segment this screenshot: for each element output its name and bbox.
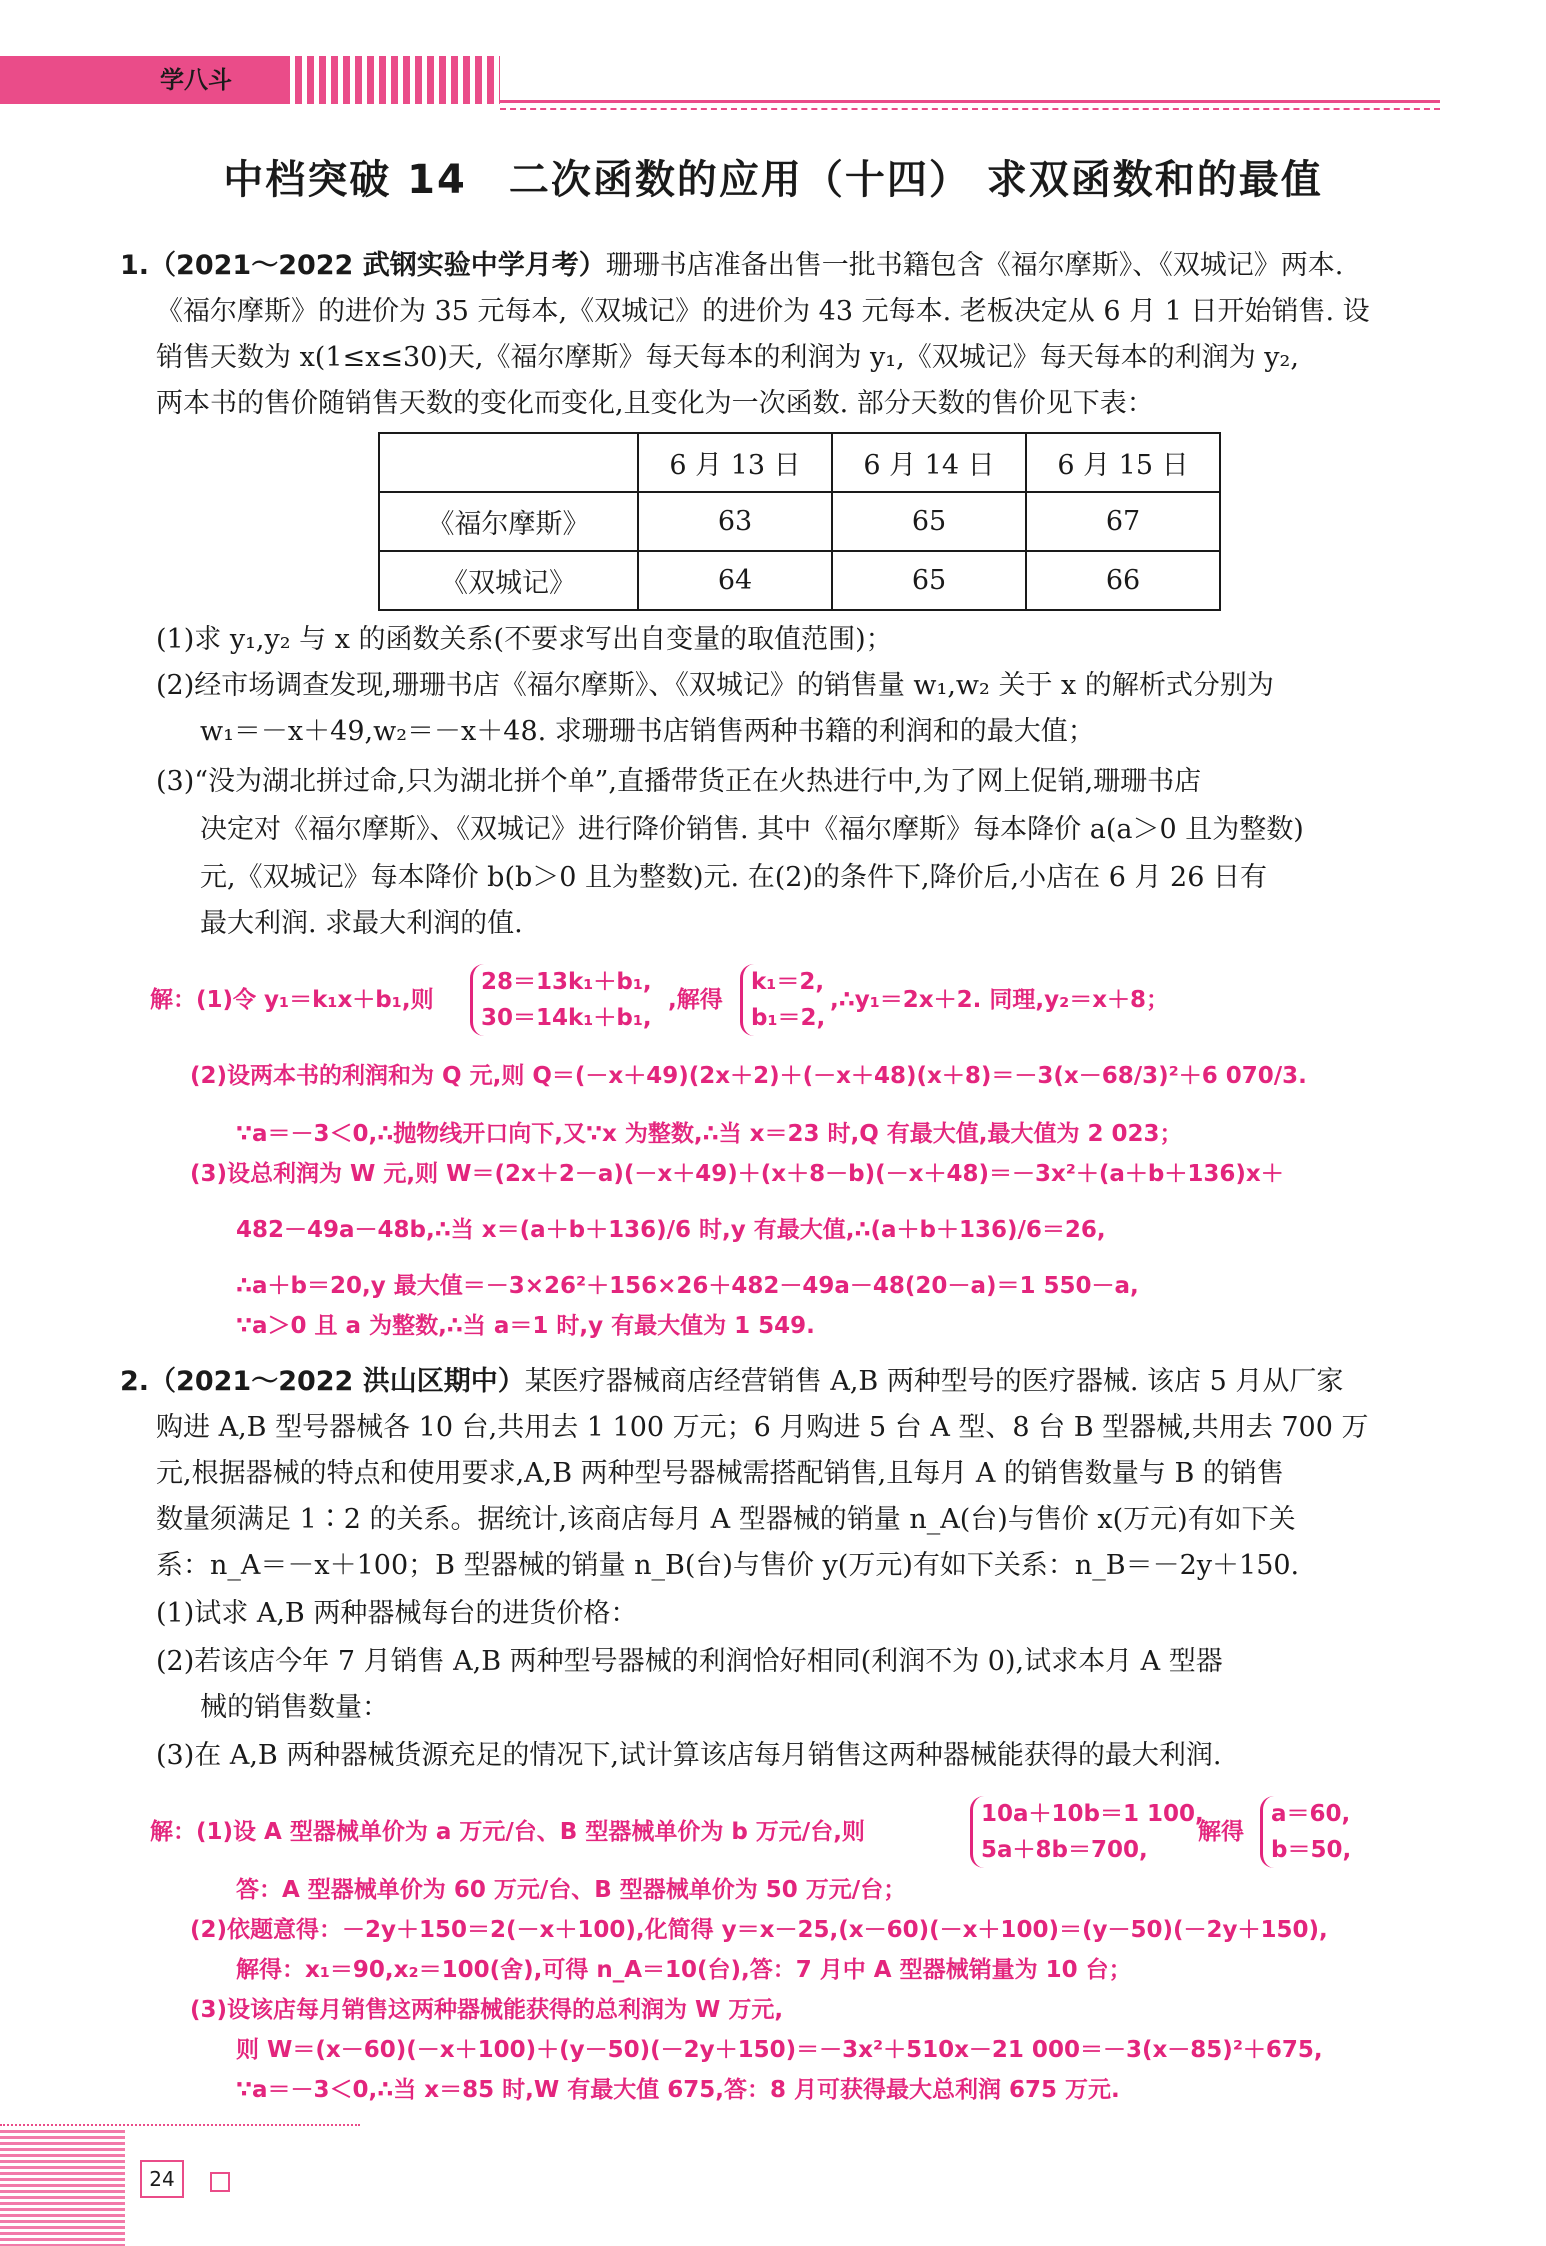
q1-answer-line: ,∴y₁＝2x＋2. 同理,y₂＝x＋8； <box>830 987 1170 1013</box>
page-title: 中档突破 14 二次函数的应用（十四） 求双函数和的最值 <box>223 157 1323 203</box>
q2-answer-system <box>970 1796 1204 1868</box>
equation: b＝50, <box>1271 1837 1352 1863</box>
q2-part-3: (3)在 A,B 两种器械货源充足的情况下,试计算该店每月销售这两种器械能获得的最大利润. <box>156 1740 1222 1771</box>
q1-part-1: (1)求 y₁,y₂ 与 x 的函数关系(不要求写出自变量的取值范围)； <box>156 624 893 655</box>
table-cell: 64 <box>638 551 832 610</box>
equation: 30＝14k₁＋b₁, <box>481 1005 652 1031</box>
header-hatch <box>290 56 500 104</box>
q2-answer-line: 解：(1)设 A 型器械单价为 a 万元/台、B 型器械单价为 b 万元/台,则 <box>150 1819 865 1845</box>
equation: k₁＝2, <box>751 969 825 995</box>
header-rule <box>500 100 1440 103</box>
table-cell: 65 <box>832 551 1026 610</box>
q1-part-3: (3)“没为湖北拼过命,只为湖北拼个单”,直播带货正在火热进行中,为了网上促销,珊珊书店 <box>156 766 1202 797</box>
q2-line-3: 元,根据器械的特点和使用要求,A,B 两种型号器械需搭配销售,且每月 A 的销售数量与 B 的销售 <box>156 1458 1284 1489</box>
q1-source: （2021～2022 武钢实验中学月考） <box>149 250 606 281</box>
equation: b₁＝2, <box>751 1005 826 1031</box>
page-number: 24 <box>140 2160 184 2198</box>
q1-answer-line: ∴a＋b＝20,y 最大值＝－3×26²＋156×26＋482－49a－48(20－a)＝1 550－a, <box>236 1273 1139 1299</box>
q1-answer-line: 482－49a－48b,∴当 x＝(a＋b＋136)/6 时,y 有最大值,∴(a＋b＋136)/6＝26, <box>236 1217 1106 1243</box>
header-band <box>0 56 500 104</box>
q2-part-1: (1)试求 A,B 两种器械每台的进货价格： <box>156 1598 638 1629</box>
q1-answer-line: ,解得 <box>668 987 723 1013</box>
equation: a＝60, <box>1271 1801 1351 1827</box>
table-cell: 66 <box>1026 551 1220 610</box>
q2-line-5: 系：n_A＝－x＋100；B 型器械的销量 n_B(台)与售价 y(万元)有如下关系：n_B＝－2y＋150. <box>156 1550 1300 1581</box>
q1-answer-line: ∵a＞0 且 a 为整数,∴当 a＝1 时,y 有最大值为 1 549. <box>236 1313 815 1339</box>
q2-answer-line: (3)设该店每月销售这两种器械能获得的总利润为 W 万元, <box>190 1997 784 2023</box>
table-cell: 67 <box>1026 492 1220 551</box>
q2-line-2: 购进 A,B 型号器械各 10 台,共用去 1 100 万元；6 月购进 5 台 A 型、8 台 B 型器械,共用去 700 万 <box>156 1412 1369 1443</box>
q2-source: （2021～2022 洪山区期中） <box>149 1366 525 1397</box>
q2-part-2: (2)若该店今年 7 月销售 A,B 两种型号器械的利润恰好相同(利润不为 0),试求本月 A 型器 <box>156 1646 1223 1677</box>
q1-answer-system <box>470 964 652 1036</box>
table-cell: 《福尔摩斯》 <box>379 492 638 551</box>
q1-answer-line: (2)设两本书的利润和为 Q 元,则 Q＝(－x＋49)(2x＋2)＋(－x＋48)(x＋8)＝－3(x－68/3)²＋6 070/3. <box>190 1063 1307 1089</box>
q2-answer-line: ∵a＝－3＜0,∴当 x＝85 时,W 有最大值 675,答：8 月可获得最大总利润 675 万元. <box>236 2077 1120 2103</box>
table-row <box>379 551 1220 610</box>
table-cell: 《双城记》 <box>379 551 638 610</box>
q2-number: 2. <box>120 1366 150 1397</box>
q1-part-2: (2)经市场调查发现,珊珊书店《福尔摩斯》、《双城记》的销售量 w₁,w₂ 关于 x 的解析式分别为 <box>156 670 1274 701</box>
square-icon <box>210 2172 230 2192</box>
q1-line-2: 《福尔摩斯》的进价为 35 元每本,《双城记》的进价为 43 元每本. 老板决定从 6 月 1 日开始销售. 设 <box>156 296 1370 327</box>
q1-answer-line: (3)设总利润为 W 元,则 W＝(2x＋2－a)(－x＋49)＋(x＋8－b)(－x＋48)＝－3x²＋(a＋b＋136)x＋ <box>190 1161 1284 1187</box>
footer-rule <box>0 2124 360 2126</box>
footer-bar <box>0 2130 125 2246</box>
q2-answer-line: 解得 <box>1198 1819 1244 1845</box>
table-cell: 63 <box>638 492 832 551</box>
q1-part-2-cont: w₁＝－x＋49,w₂＝－x＋48. 求珊珊书店销售两种书籍的利润和的最大值； <box>200 716 1095 747</box>
table-header-row <box>379 433 1220 492</box>
equation: 10a＋10b＝1 100, <box>981 1801 1204 1827</box>
q2-part-2-cont: 械的销售数量： <box>200 1692 389 1723</box>
q1-part-3-cont: 最大利润. 求最大利润的值. <box>200 908 523 939</box>
q2-answer-line: 则 W＝(x－60)(－x＋100)＋(y－50)(－2y＋150)＝－3x²＋510x－21 000＝－3(x－85)²＋675, <box>236 2037 1323 2063</box>
table-cell: 65 <box>832 492 1026 551</box>
q2-text: 某医疗器械商店经营销售 A,B 两种型号的医疗器械. 该店 5 月从厂家 <box>524 1366 1344 1397</box>
q2-answer-line: (2)依题意得：－2y＋150＝2(－x＋100),化简得 y＝x－25,(x－60)(－x＋100)＝(y－50)(－2y＋150), <box>190 1917 1328 1943</box>
price-table <box>378 432 1221 611</box>
equation: 28＝13k₁＋b₁, <box>481 969 652 995</box>
q2-answer-solution <box>1260 1796 1351 1868</box>
q2-answer-line: 解得：x₁＝90,x₂＝100(舍),可得 n_A＝10(台),答：7 月中 A 型器械销量为 10 台； <box>236 1957 1132 1983</box>
q1-line-4: 两本书的售价随销售天数的变化而变化,且变化为一次函数. 部分天数的售价见下表： <box>156 388 1154 419</box>
table-cell <box>379 433 638 492</box>
q1-answer-line: 解：(1)令 y₁＝k₁x＋b₁,则 <box>150 987 434 1013</box>
header-rule-dashed <box>500 108 1440 110</box>
table-row <box>379 492 1220 551</box>
q1-part-3-cont: 决定对《福尔摩斯》、《双城记》进行降价销售. 其中《福尔摩斯》每本降价 a(a＞0 且为整数) <box>200 814 1304 845</box>
q1-text: 珊珊书店准备出售一批书籍包含《福尔摩斯》、《双城记》两本. <box>605 250 1344 281</box>
table-header-cell: 6 月 15 日 <box>1026 433 1220 492</box>
q1-answer-line: ∵a＝－3＜0,∴抛物线开口向下,又∵x 为整数,∴当 x＝23 时,Q 有最大值,最大值为 2 023； <box>236 1121 1183 1147</box>
q2-line-1 <box>120 1360 1343 1404</box>
q1-number: 1. <box>120 250 150 281</box>
q2-answer-line: 答：A 型器械单价为 60 万元/台、B 型器械单价为 50 万元/台； <box>236 1877 907 1903</box>
q2-line-4: 数量须满足 1∶2 的关系。据统计,该商店每月 A 型器械的销量 n_A(台)与售价 x(万元)有如下关 <box>156 1504 1296 1535</box>
equation: 5a＋8b＝700, <box>981 1837 1148 1863</box>
table-header-cell: 6 月 14 日 <box>832 433 1026 492</box>
table-header-cell: 6 月 13 日 <box>638 433 832 492</box>
q1-line-3: 销售天数为 x(1≤x≤30)天,《福尔摩斯》每天每本的利润为 y₁,《双城记》每天每本的利润为 y₂, <box>156 342 1299 373</box>
q1-part-3-cont: 元,《双城记》每本降价 b(b＞0 且为整数)元. 在(2)的条件下,降价后,小店在 6 月 26 日有 <box>200 862 1267 893</box>
q1-answer-solution <box>740 964 825 1036</box>
q1-line-1 <box>120 244 1343 288</box>
header-label: 学八斗 <box>160 66 232 94</box>
